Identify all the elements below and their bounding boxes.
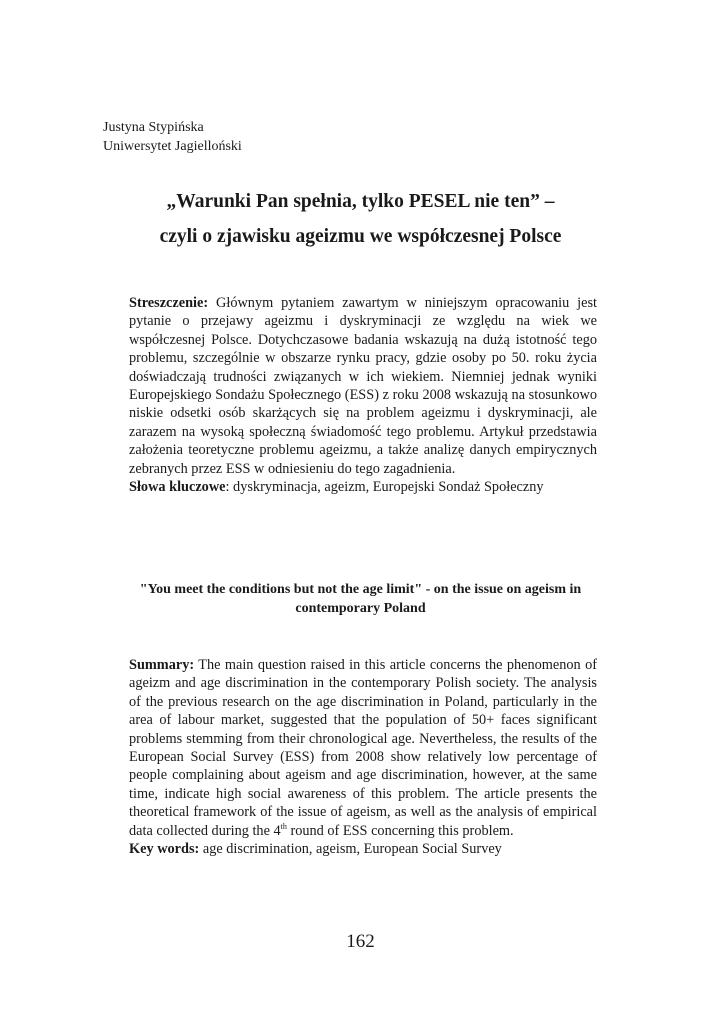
page-number: 162 xyxy=(346,931,375,952)
keywords-pl-label: Słowa kluczowe xyxy=(129,479,226,496)
abstract-en-label: Summary: xyxy=(129,657,195,673)
keywords-en-label: Key words: xyxy=(129,841,200,858)
abstract-pl-label: Streszczenie: xyxy=(129,295,209,311)
author-name: Justyna Stypińska xyxy=(103,120,204,135)
abstract-pl-text-block xyxy=(129,295,597,477)
keywords-en xyxy=(129,840,597,858)
article-title xyxy=(60,184,661,254)
abstract-polish xyxy=(129,294,597,496)
author-affiliation: Uniwersytet Jagielloński xyxy=(103,139,242,154)
english-title: "You meet the conditions but not the age limit" - on the issue on ageism in contemporary Poland xyxy=(139,582,582,616)
keywords-en-text: age discrimination, ageism, European Social Survey xyxy=(199,841,502,858)
abstract-en-text-end: round of ESS concerning this problem. xyxy=(286,822,514,839)
abstract-en-text-block xyxy=(129,657,597,839)
author-block xyxy=(103,118,242,156)
abstract-en-text: The main question raised in this article concerns the phenomenon of ageizm and age discrimination in the contemporary Polish society. The analysis of the previous research on the age discrimination in Poland, particularly in the area of labour market, suggested that the population of 50+ faces significant problems stemming from their chronological age. Nevertheless, the results of the European Social Survey (ESS) from 2008 show relatively low percentage of people complaining about ageism and age discrimination, however, at the same time, indicate high social awareness of this problem. The article presents the theoretical framework of the issue of ageism, as well as the analysis of empirical data collected during the 4 xyxy=(129,657,597,839)
keywords-pl-text: : dyskryminacja, ageizm, Europejski Sondaż Społeczny xyxy=(225,479,544,496)
abstract-pl-text: Głównym pytaniem zawartym w niniejszym opracowaniu jest pytanie o przejawy ageizmu i dyskryminacji ze względu na wiek we współczesnej Polsce. Dotychczasowe badania wskazują na dużą istotność tego problemu, szczególnie w obszarze rynku pracy, gdzie osoby po 50. roku życia doświadczają trudności związanych w ich wiekiem. Niemniej jednak wyniki Europejskiego Sondażu Społecznego (ESS) z roku 2008 wskazują na stosunkowo niskie odsetki osób skarżących się na problem ageizmu i dyskryminacji, ale zarazem na wysoką społeczną świadomość tego problemu. Artykuł przedstawia założenia teoretyczne problemu ageizmu, a także analizę danych empirycznych zebranych przez ESS w odniesieniu do tego zagadnienia. xyxy=(129,295,597,477)
keywords-pl xyxy=(129,478,597,496)
ordinal-suffix: th xyxy=(280,821,287,831)
title-line-1: „Warunki Pan spełnia, tylko PESEL nie ten” – xyxy=(166,191,555,212)
title-line-2: czyli o zjawisku ageizmu we współczesnej Polsce xyxy=(159,226,562,247)
abstract-english xyxy=(129,656,597,858)
